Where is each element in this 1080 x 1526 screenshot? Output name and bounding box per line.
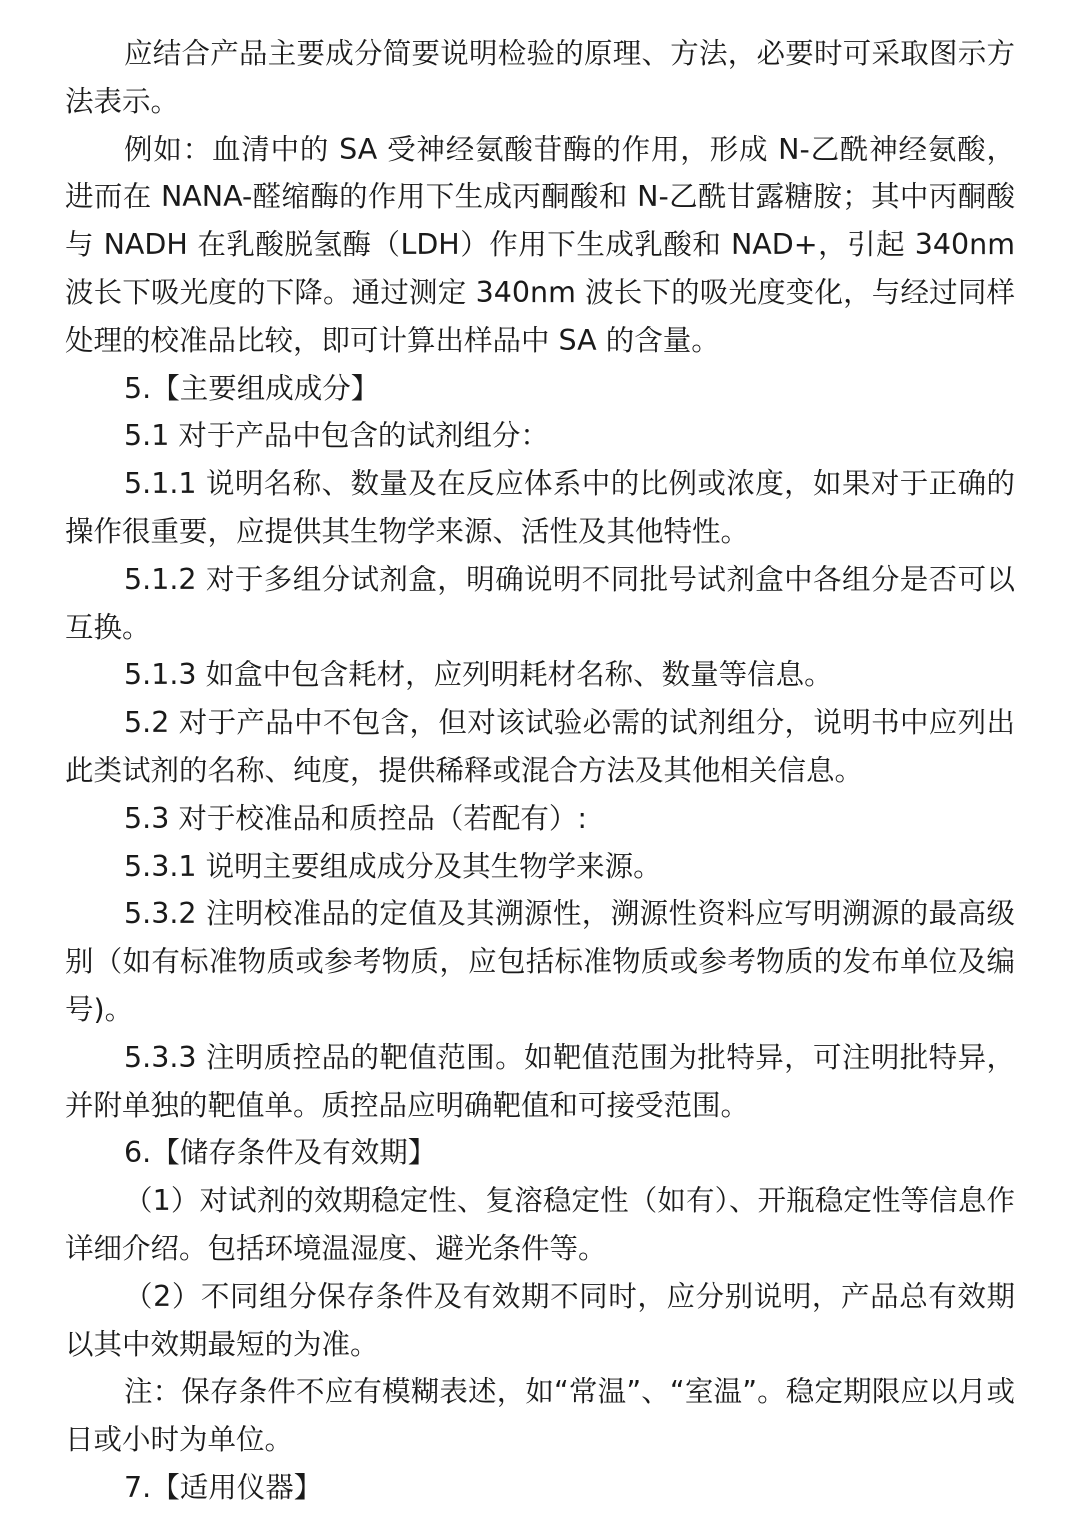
paragraph-storage-2: （2）不同组分保存条件及有效期不同时，应分别说明，产品总有效期以其中效期最短的为准。 xyxy=(65,1279,1015,1361)
paragraph-principle-example: 例如：血清中的 SA 受神经氨酸苷酶的作用，形成 N-乙酰神经氨酸，进而在 NANA-醛缩酶的作用下生成丙酮酸和 N-乙酰甘露糖胺；其中丙酮酸与 NADH 在乳酸脱氢酶（LDH）作用下生成乳酸和 NAD+，引起 340nm 波长下吸光度的下降。通过测定 340nm 波长下的吸光度变化，与经过同样处理的校准品比较，即可计算出样品中 SA 的含量。 xyxy=(65,132,1015,357)
paragraph-storage-note: 注：保存条件不应有模糊表述，如“常温”、“室温”。稳定期限应以月或日或小时为单位。 xyxy=(65,1375,1015,1457)
paragraph-5-1-1: 5.1.1 说明名称、数量及在反应体系中的比例或浓度，如果对于正确的操作很重要，应提供其生物学来源、活性及其他特性。 xyxy=(65,467,1015,548)
section-heading-instruments: 7.【适用仪器】 xyxy=(124,1470,323,1504)
paragraph-5-2: 5.2 对于产品中不包含，但对该试验必需的试剂组分，说明书中应列出此类试剂的名称、纯度，提供稀释或混合方法及其他相关信息。 xyxy=(65,706,1015,787)
paragraph-5-1: 5.1 对于产品中包含的试剂组分： xyxy=(124,419,549,453)
paragraph-5-3-2: 5.3.2 注明校准品的定值及其溯源性，溯源性资料应写明溯源的最高级别（如有标准物质或参考物质，应包括标准物质或参考物质的发布单位及编号)。 xyxy=(65,897,1015,1026)
section-heading-main-components: 5.【主要组成成分】 xyxy=(124,371,380,405)
paragraph-5-3: 5.3 对于校准品和质控品（若配有）: xyxy=(124,801,587,835)
paragraph-principle-intro: 应结合产品主要成分简要说明检验的原理、方法，必要时可采取图示方法表示。 xyxy=(65,37,1015,118)
document-body xyxy=(65,30,1015,1512)
section-heading-storage: 6.【储存条件及有效期】 xyxy=(124,1136,437,1170)
paragraph-storage-1: （1）对试剂的效期稳定性、复溶稳定性（如有）、开瓶稳定性等信息作详细介绍。包括环境温湿度、避光条件等。 xyxy=(65,1184,1015,1265)
paragraph-5-1-2: 5.1.2 对于多组分试剂盒，明确说明不同批号试剂盒中各组分是否可以互换。 xyxy=(65,562,1015,644)
paragraph-5-1-3: 5.1.3 如盒中包含耗材，应列明耗材名称、数量等信息。 xyxy=(124,658,833,692)
paragraph-5-3-1: 5.3.1 说明主要组成成分及其生物学来源。 xyxy=(124,849,662,883)
paragraph-5-3-3: 5.3.3 注明质控品的靶值范围。如靶值范围为批特异，可注明批特异，并附单独的靶值单。质控品应明确靶值和可接受范围。 xyxy=(65,1040,1015,1122)
